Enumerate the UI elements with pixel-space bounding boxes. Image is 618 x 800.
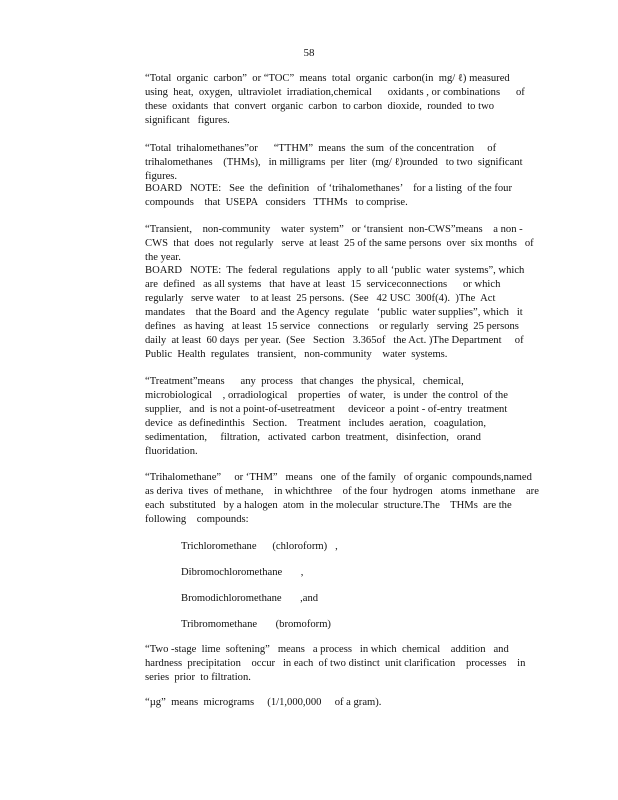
- compound-item: Trichloromethane (chloroform) ,: [181, 541, 338, 552]
- text-line: defines as having at least 15 service connections or regularly serving 25 persons: [145, 321, 519, 332]
- text-line: BOARD NOTE: See the definition of ‘trihalomethanes’ for a listing of the four: [145, 183, 512, 194]
- text-line: sedimentation, filtration, activated carbon treatment, disinfection, orand: [145, 432, 481, 443]
- text-line: figures.: [145, 171, 178, 182]
- text-line: “Total organic carbon” or “TOC” means total organic carbon(in mg/ ℓ) measured: [145, 73, 510, 84]
- text-line: as deriva tives of methane, in whichthree of the four hydrogen atoms inmethane are: [145, 486, 539, 497]
- text-line: daily at least 60 days per year. (See Section 3.365of the Act. )The Department of: [145, 335, 524, 346]
- text-line: these oxidants that convert organic carbon to carbon dioxide, rounded to two: [145, 101, 495, 112]
- text-line: device as definedinthis Section. Treatment includes aeration, coagulation,: [145, 418, 486, 429]
- text-line: “Transient, non-community water system” or ‘transient non-CWS”means a non -: [145, 224, 523, 235]
- compound-item: Bromodichloromethane ,and: [181, 593, 319, 604]
- text-line: “Total trihalomethanes”or “TTHM” means the sum of the concentration of: [145, 143, 497, 154]
- text-line: each substituted by a halogen atom in the molecular structure.The THMs are the: [145, 500, 512, 511]
- text-line: CWS that does not regularly serve at least 25 of the same persons over six months of: [145, 238, 534, 249]
- compound-item: Dibromochloromethane ,: [181, 567, 304, 578]
- text-line: supplier, and is not a point-of-usetreatment deviceor a point - of-entry treatment: [145, 404, 508, 415]
- text-line: “Treatment”means any process that changes the physical, chemical,: [145, 376, 464, 387]
- text-line: are defined as all systems that have at least 15 serviceconnections or which: [145, 279, 501, 290]
- text-line: trihalomethanes (THMs), in milligrams per liter (mg/ ℓ)rounded to two significant: [145, 157, 523, 168]
- text-line: mandates that the Board and the Agency regulate ‘public water supplies”, which it: [145, 307, 523, 318]
- text-line: the year.: [145, 252, 181, 263]
- text-line: series prior to filtration.: [145, 672, 251, 683]
- text-line: compounds that USEPA considers TTHMs to comprise.: [145, 197, 408, 208]
- text-line: using heat, oxygen, ultraviolet irradiation,chemical oxidants , or combinations of: [145, 87, 525, 98]
- text-line: following compounds:: [145, 514, 249, 525]
- text-line: “Two -stage lime softening” means a process in which chemical addition and: [145, 644, 509, 655]
- text-line: hardness precipitation occur in each of two distinct unit clarification processes in: [145, 658, 526, 669]
- text-line: “µg” means micrograms (1/1,000,000 of a gram).: [145, 697, 382, 708]
- compound-item: Tribromomethane (bromoform): [181, 619, 331, 630]
- text-line: BOARD NOTE: The federal regulations apply to all ‘public water systems”, which: [145, 265, 525, 276]
- text-line: Public Health regulates transient, non-community water systems.: [145, 349, 448, 360]
- text-line: microbiological , orradiological properties of water, is under the control of the: [145, 390, 508, 401]
- page-number: 58: [303, 47, 315, 59]
- text-line: “Trihalomethane” or ‘THM” means one of the family of organic compounds,named: [145, 472, 532, 483]
- text-line: regularly serve water to at least 25 persons. (See 42 USC 300f(4). )The Act: [145, 293, 496, 304]
- text-line: fluoridation.: [145, 446, 198, 457]
- text-line: significant figures.: [145, 115, 230, 126]
